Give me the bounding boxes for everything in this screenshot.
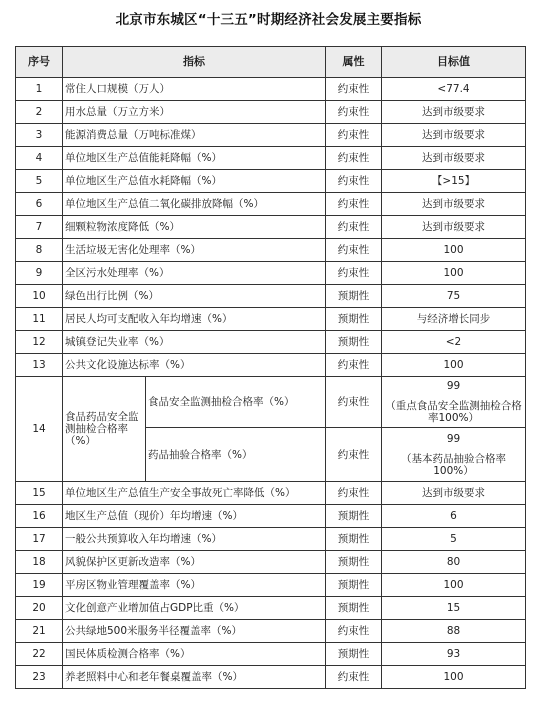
table-row: [16, 78, 526, 101]
target-value: 99: [446, 432, 461, 445]
row-target: 达到市级要求: [382, 124, 526, 147]
table-row: [16, 620, 526, 643]
table-row: [16, 124, 526, 147]
row-target: [382, 377, 526, 428]
target-note: （基本药品抽验合格率100%）: [401, 452, 506, 477]
row-indicator: 公共文化设施达标率（%）: [63, 354, 326, 377]
table-row: [16, 239, 526, 262]
row-no: 21: [16, 620, 63, 643]
row-indicator: 用水总量（万立方米）: [63, 101, 326, 124]
row-no: 12: [16, 331, 63, 354]
row-attribute: 约束性: [326, 147, 382, 170]
row-attribute: 预期性: [326, 331, 382, 354]
row-attribute: 约束性: [326, 620, 382, 643]
row-indicator: 单位地区生产总值水耗降幅（%）: [63, 170, 326, 193]
row-no: 19: [16, 574, 63, 597]
row-target: 100: [382, 262, 526, 285]
header-indicator: 指标: [63, 47, 326, 78]
row-indicator: 单位地区生产总值二氧化碳排放降幅（%）: [63, 193, 326, 216]
row-attribute: 预期性: [326, 528, 382, 551]
row-indicator: 公共绿地500米服务半径覆盖率（%）: [63, 620, 326, 643]
row-indicator: 全区污水处理率（%）: [63, 262, 326, 285]
row-attribute: 约束性: [326, 101, 382, 124]
row-indicator: 平房区物业管理覆盖率（%）: [63, 574, 326, 597]
row-attribute: 约束性: [326, 193, 382, 216]
row-target: 100: [382, 574, 526, 597]
row-target: 达到市级要求: [382, 482, 526, 505]
row-attribute: 预期性: [326, 597, 382, 620]
row-target: <2: [382, 331, 526, 354]
table-row: [16, 101, 526, 124]
table-row: [16, 574, 526, 597]
row-target: 达到市级要求: [382, 147, 526, 170]
row-target: 100: [382, 354, 526, 377]
row-target: 达到市级要求: [382, 101, 526, 124]
row-attribute: 约束性: [326, 170, 382, 193]
row-target: 达到市级要求: [382, 193, 526, 216]
row-attribute: 约束性: [326, 482, 382, 505]
row-attribute: 约束性: [326, 239, 382, 262]
table-row: [16, 193, 526, 216]
table-body-14: [16, 377, 526, 482]
row-attribute: 约束性: [326, 262, 382, 285]
table-row: [16, 216, 526, 239]
row-target: 5: [382, 528, 526, 551]
row-attribute: 约束性: [326, 666, 382, 689]
row-attribute: 预期性: [326, 285, 382, 308]
row-no: 3: [16, 124, 63, 147]
row-attribute: 约束性: [326, 428, 382, 482]
row-indicator: 细颗粒物浓度降低（%）: [63, 216, 326, 239]
header-no: 序号: [16, 47, 63, 78]
row-no: 7: [16, 216, 63, 239]
row-indicator: 常住人口规模（万人）: [63, 78, 326, 101]
row-no: 23: [16, 666, 63, 689]
row-indicator: 文化创意产业增加值占GDP比重（%）: [63, 597, 326, 620]
row-indicator: 地区生产总值（现价）年均增速（%）: [63, 505, 326, 528]
table-row: [16, 285, 526, 308]
row-no: 17: [16, 528, 63, 551]
row-target: [382, 428, 526, 482]
row-attribute: 约束性: [326, 377, 382, 428]
row-attribute: 约束性: [326, 216, 382, 239]
row-target: 【>15】: [382, 170, 526, 193]
table-header-row: [16, 47, 526, 78]
header-attribute: 属性: [326, 47, 382, 78]
row-no: 4: [16, 147, 63, 170]
table-row: [16, 331, 526, 354]
row-indicator: 单位地区生产总值能耗降幅（%）: [63, 147, 326, 170]
row-indicator: 食品安全监测抽检合格率（%）: [146, 377, 326, 428]
row-no: 11: [16, 308, 63, 331]
row-target: <77.4: [382, 78, 526, 101]
row-target: 6: [382, 505, 526, 528]
row-no: 18: [16, 551, 63, 574]
table-row: [16, 666, 526, 689]
table-row: [16, 482, 526, 505]
row-target: 15: [382, 597, 526, 620]
row-target: 100: [382, 239, 526, 262]
table-row: [16, 597, 526, 620]
row-target: 93: [382, 643, 526, 666]
row-no: 6: [16, 193, 63, 216]
row-group-indicator: 食品药品安全监测抽检合格率（%）: [63, 377, 146, 482]
row-no: 2: [16, 101, 63, 124]
table-row-14a: [16, 377, 526, 428]
table-row: [16, 354, 526, 377]
row-no: 16: [16, 505, 63, 528]
row-attribute: 约束性: [326, 78, 382, 101]
row-indicator: 城镇登记失业率（%）: [63, 331, 326, 354]
page-title: 北京市东城区“十三五”时期经济社会发展主要指标: [115, 12, 422, 28]
row-indicator: 能源消费总量（万吨标准煤）: [63, 124, 326, 147]
header-target: 目标值: [382, 47, 526, 78]
row-indicator: 养老照料中心和老年餐桌覆盖率（%）: [63, 666, 326, 689]
table-row: [16, 170, 526, 193]
row-attribute: 预期性: [326, 551, 382, 574]
row-target: 100: [382, 666, 526, 689]
row-target: 80: [382, 551, 526, 574]
row-indicator: 居民人均可支配收入年均增速（%）: [63, 308, 326, 331]
row-attribute: 约束性: [326, 124, 382, 147]
table-body-b: [16, 482, 526, 689]
table-row: [16, 528, 526, 551]
row-no: 10: [16, 285, 63, 308]
row-no: 5: [16, 170, 63, 193]
row-no: 22: [16, 643, 63, 666]
table-row: [16, 551, 526, 574]
table-row: [16, 643, 526, 666]
table-row: [16, 262, 526, 285]
row-target: 与经济增长同步: [382, 308, 526, 331]
row-indicator: 药品抽验合格率（%）: [146, 428, 326, 482]
row-no: 1: [16, 78, 63, 101]
row-no: 15: [16, 482, 63, 505]
row-attribute: 预期性: [326, 308, 382, 331]
row-indicator: 生活垃圾无害化处理率（%）: [63, 239, 326, 262]
target-note: （重点食品安全监测抽检合格率100%）: [385, 400, 522, 424]
indicators-table: [15, 46, 526, 689]
row-attribute: 预期性: [326, 505, 382, 528]
row-no: 9: [16, 262, 63, 285]
row-attribute: 预期性: [326, 643, 382, 666]
row-attribute: 约束性: [326, 354, 382, 377]
row-attribute: 预期性: [326, 574, 382, 597]
row-indicator: 绿色出行比例（%）: [63, 285, 326, 308]
row-no: 8: [16, 239, 63, 262]
row-target: 达到市级要求: [382, 216, 526, 239]
row-indicator: 单位地区生产总值生产安全事故死亡率降低（%）: [63, 482, 326, 505]
table-body-a: [16, 78, 526, 377]
row-indicator: 风貌保护区更新改造率（%）: [63, 551, 326, 574]
table-row: [16, 308, 526, 331]
row-no: 13: [16, 354, 63, 377]
target-value: 99: [446, 380, 461, 392]
row-no: 14: [16, 377, 63, 482]
row-indicator: 国民体质检测合格率（%）: [63, 643, 326, 666]
row-no: 20: [16, 597, 63, 620]
table-row: [16, 147, 526, 170]
row-target: 75: [382, 285, 526, 308]
row-indicator: 一般公共预算收入年均增速（%）: [63, 528, 326, 551]
row-target: 88: [382, 620, 526, 643]
table-row: [16, 505, 526, 528]
